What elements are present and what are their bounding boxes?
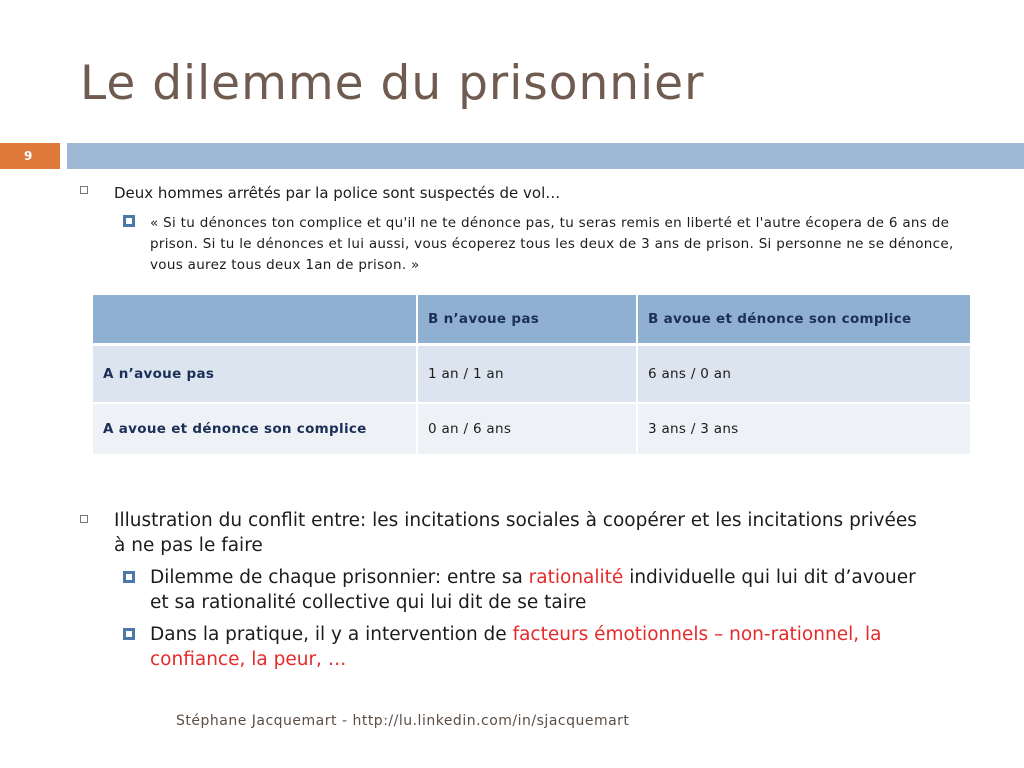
bullet-text [150,622,948,672]
slide-number-badge: 9 [0,143,60,169]
highlighted-term: rationalité [528,567,624,588]
payoff-matrix-table [93,295,972,454]
sub-bullet-item [118,213,978,276]
bullet-text: Illustration du conflit entre: les incitations sociales à coopérer et les incitations privées à ne pas le faire [114,510,917,556]
square-bullet-icon [123,215,135,227]
quote-text: « Si tu dénonces ton complice et qu'il ne te dénonce pas, tu seras remis en liberté et l'autre écopera de 6 ans de prison. Si tu le dénonces et lui aussi, vous écoperez tous les deux de 3 ans de prison. Si personne ne se dénonce, vous aurez tous deux 1an de prison. » [150,215,954,273]
row-header-cell: A avoue et dénonce son complice [93,403,417,454]
bullet-item [80,183,960,203]
table-row [93,403,971,454]
square-bullet-icon [80,515,88,523]
text-segment: Dans la pratique, il y a intervention de [150,624,513,645]
square-bullet-icon [123,571,135,583]
footer-credit: Stéphane Jacquemart - http://lu.linkedin.com/in/sjacquemart [176,713,630,729]
highlighted-term: facteurs émotionnels – non-rationnel, la confiance, la peur, … [150,624,882,670]
table-header-cell: B n’avoue pas [417,295,637,345]
title-rule-bar [67,143,1024,169]
table-cell: 0 an / 6 ans [417,403,637,454]
table-cell: 3 ans / 3 ans [637,403,971,454]
square-bullet-icon [123,628,135,640]
text-segment: individuelle qui lui dit d’avouer et sa rationalité collective qui lui dit de se taire [150,567,916,613]
sub-bullet-item [118,565,918,615]
table-header-cell [93,295,417,345]
table-header-row [93,295,971,345]
table-cell: 1 an / 1 an [417,345,637,404]
square-bullet-icon [80,186,88,194]
bullet-item [80,508,920,558]
bullet-text: Deux hommes arrêtés par la police sont suspectés de vol… [114,184,561,202]
text-segment: Dilemme de chaque prisonnier: entre sa [150,567,529,588]
table-cell: 6 ans / 0 an [637,345,971,404]
sub-bullet-item [118,622,948,672]
table-header-cell: B avoue et dénonce son complice [637,295,971,345]
slide-title: Le dilemme du prisonnier [80,56,705,111]
row-header-cell: A n’avoue pas [93,345,417,404]
bullet-text [150,565,918,615]
table-row [93,345,971,404]
